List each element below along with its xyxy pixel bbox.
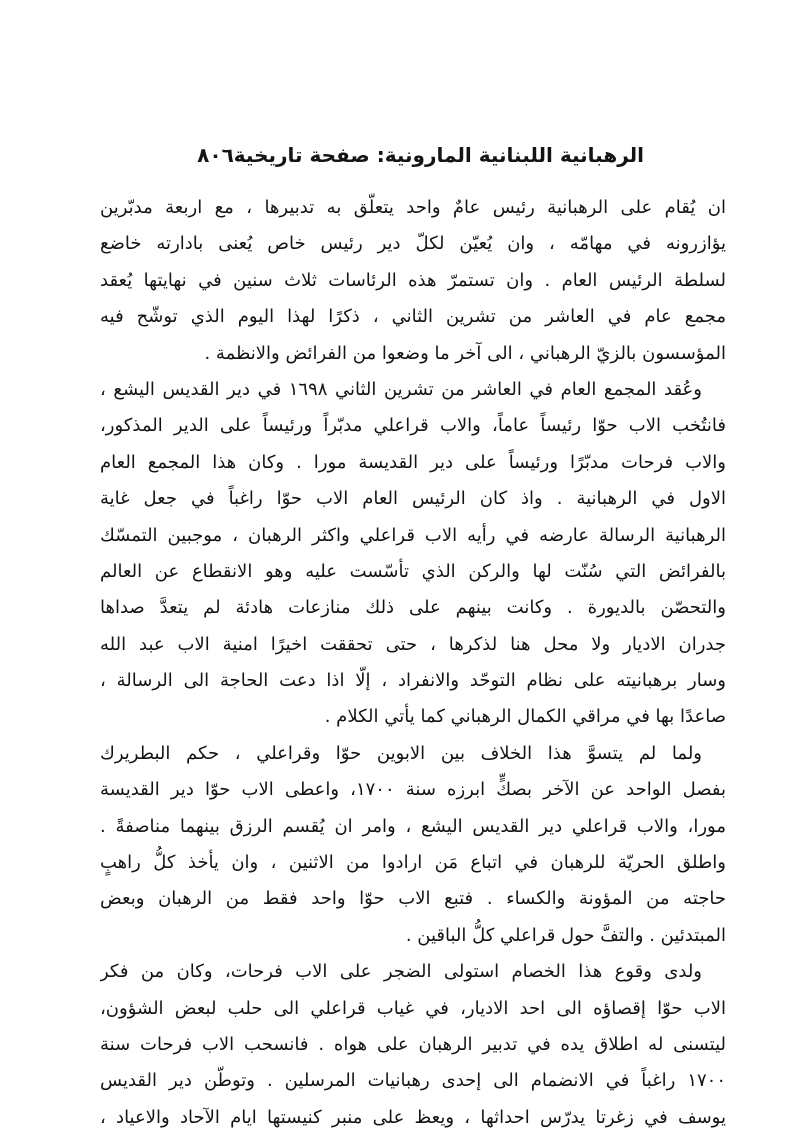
text-line: والتحصّن بالديورة . وكانت بينهم على ذلك منازعات هادئة لم يتعدَّ صداها (100, 597, 726, 619)
text-line: ١٧٠٠ راغباً في الانضمام الى إحدى رهبانيات المرسلين . وتوطّن دير القديس (100, 1070, 726, 1092)
text-line: فانتُخب الاب حوّا رئيساً عاماً، والاب قراعلي مدبّراً ورئيساً على الدير المذكور، (100, 415, 726, 437)
text-line: ليتسنى له اطلاق يده في تدبير الرهبان على هواه . فانسحب الاب فرحات سنة (100, 1033, 726, 1055)
text-line: واطلق الحريّة للرهبان في اتباع مَن ارادوا من الاثنين ، وان يأخذ كلُّ راهبٍ (100, 852, 726, 874)
text-line: الاب حوّا إقصاؤه الى احد الاديار، في غياب قراعلي الى حلب لبعض الشؤون، (100, 997, 726, 1019)
text-line: لسلطة الرئيس العام . وان تستمرّ هذه الرئاسات ثلاث سنين في نهايتها يُعقد (100, 269, 726, 291)
text-line: الاول في الرهبانية . واذ كان الرئيس العام الاب حوّا راغباً في جعل غاية (100, 488, 726, 510)
text-line: وعُقد المجمع العام في العاشر من تشرين الثاني ١٦٩٨ في دير القديس اليشع ، (100, 378, 702, 400)
text-line: حاجته من المؤونة والكساء . فتبع الاب حوّا واحد فقط من الرهبان وبعض (100, 888, 726, 910)
text-line: مورا، والاب قراعلي دير القديس اليشع ، وامر ان يُقسم الرزق بينهما مناصفةً . (100, 815, 726, 837)
text-line: المؤسسون بالزيّ الرهباني ، الى آخر ما وضعوا من الفرائض والانظمة . (204, 342, 726, 364)
page-number: ٨٠٦ (197, 143, 234, 167)
text-line: يؤازرونه في مهامّه ، وان يُعيّن لكلّ دير رئيس خاص يُعنى بادارته خاضع (100, 233, 726, 255)
text-line: ولما لم يتسوَّ هذا الخلاف بين الابوين حوّا وقراعلي ، حكم البطريرك (100, 742, 702, 764)
text-line: يوسف في زغرتا يدرّس احداثها ، ويعظ على منبر كنيستها ايام الآحاد والاعياد ، (100, 1106, 726, 1128)
text-line: المبتدئين . والتفَّ حول قراعلي كلُّ الباقين . (405, 924, 726, 946)
text-line: والاب فرحات مدبّرًا ورئيساً على دير القديسة مورا . وكان هذا المجمع العام (100, 451, 726, 473)
text-line: ولدى وقوع هذا الخصام استولى الضجر على الاب فرحات، وكان من فكر (100, 961, 702, 983)
body-text (100, 190, 726, 1136)
text-line: الرهبانية الرسالة عارضه في رأيه الاب قراعلي واكثر الرهبان ، موجبين التمسّك (100, 524, 726, 546)
page-header (197, 138, 644, 172)
text-line: وسار برهبانيته على نظام التوحّد والانفراد ، إلّا اذا دعت الحاجة الى الرسالة ، (100, 670, 726, 692)
running-title: الرهبانية اللبنانية المارونية: صفحة تاريخية (233, 143, 644, 167)
text-line: ان يُقام على الرهبانية رئيس عامٌ واحد يتعلّق به تدبيرها ، مع اربعة مدبّرين (100, 197, 726, 218)
text-line: صاعدًا بها في مراقي الكمال الرهباني كما يأتي الكلام . (324, 706, 726, 728)
text-line: بفصل الواحد عن الآخر بصكٍّ ابرزه سنة ١٧٠٠، واعطى الاب حوّا دير القديسة (100, 779, 726, 801)
text-line: جدران الاديار ولا محل هنا لذكرها ، حتى تحققت اخيرًا امنية الاب عبد الله (100, 633, 726, 655)
text-line: بالفرائض التي سُنّت لها والركن الذي تأسّست عليه وهو الانقطاع عن العالم (100, 560, 726, 582)
text-line: مجمع عام في العاشر من تشرين الثاني ، ذكرًا لهذا اليوم الذي توشّح فيه (100, 306, 726, 328)
